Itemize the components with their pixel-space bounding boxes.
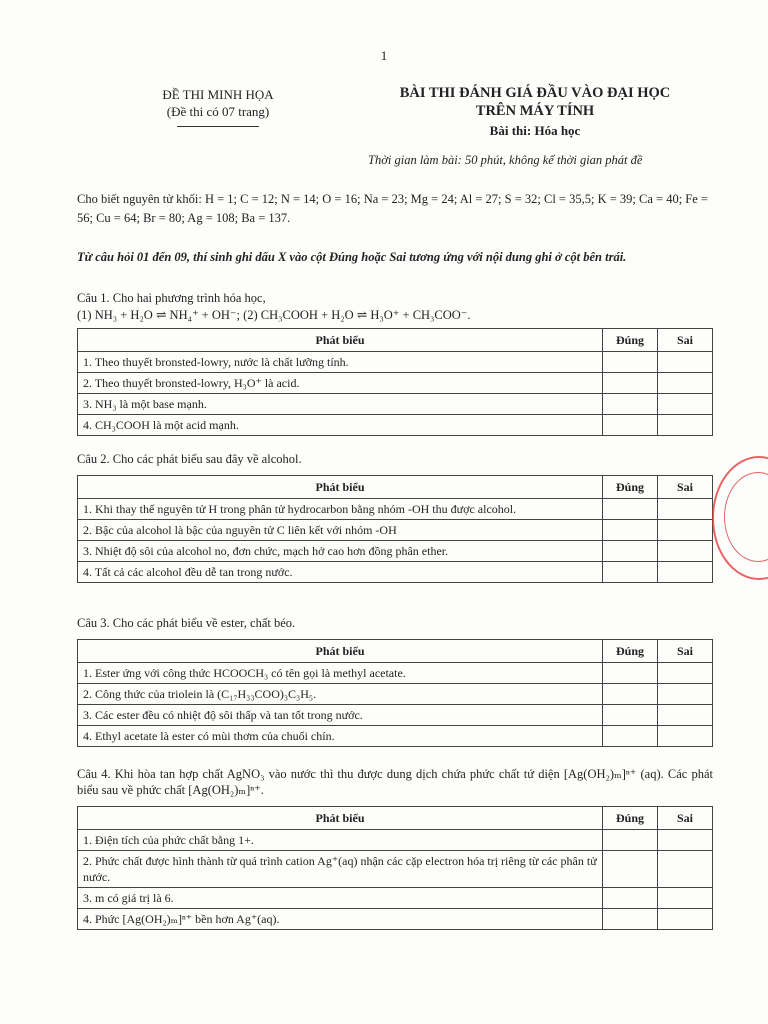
- time-note: Thời gian làm bài: 50 phút, không kể thời gian phát đề: [368, 153, 643, 167]
- answer-true-cell[interactable]: [603, 909, 658, 930]
- answer-true-cell[interactable]: [603, 415, 658, 436]
- exam-header-right: [340, 84, 730, 140]
- answer-true-cell[interactable]: [603, 520, 658, 541]
- col-true: Đúng: [603, 640, 658, 663]
- table-row: [78, 663, 713, 684]
- statement-text: 4. Tất cả các alcohol đều dễ tan trong nước.: [78, 562, 603, 583]
- answer-true-cell[interactable]: [603, 684, 658, 705]
- col-true: Đúng: [603, 329, 658, 352]
- answer-true-cell[interactable]: [603, 541, 658, 562]
- table-row: [78, 830, 713, 851]
- exam-type-title: ĐỀ THI MINH HỌA: [162, 87, 274, 102]
- statement-text: 1. Ester ứng với công thức HCOOCH₃ có tên gọi là methyl acetate.: [78, 663, 603, 684]
- question-1-table: [77, 328, 713, 436]
- statement-text: 1. Khi thay thế nguyên tử H trong phân tử hydrocarbon bằng nhóm -OH thu được alcohol.: [78, 499, 603, 520]
- answer-false-cell[interactable]: [658, 663, 713, 684]
- question-3-table: [77, 639, 713, 747]
- col-true: Đúng: [603, 807, 658, 830]
- question-2-intro: Câu 2. Cho các phát biểu sau đây về alcohol.: [77, 452, 302, 466]
- answer-true-cell[interactable]: [603, 499, 658, 520]
- answer-true-cell[interactable]: [603, 394, 658, 415]
- table-row: [78, 562, 713, 583]
- answer-true-cell[interactable]: [603, 373, 658, 394]
- page-number: 1: [380, 48, 388, 63]
- table-header-row: [78, 476, 713, 499]
- question-4-intro: Câu 4. Khi hòa tan hợp chất AgNO₃ vào nước thì thu được dung dịch chứa phức chất tứ diện [Ag(OH₂)ₘ]ⁿ⁺ (aq). Các phát biểu sau về phức chất [Ag(OH₂)ₘ]ⁿ⁺.: [77, 767, 713, 797]
- col-true: Đúng: [603, 476, 658, 499]
- answer-false-cell[interactable]: [658, 373, 713, 394]
- statement-text: 4. Ethyl acetate là ester có mùi thơm của chuối chín.: [78, 726, 603, 747]
- answer-false-cell[interactable]: [658, 909, 713, 930]
- question-1-equation: (1) NH₃ + H₂O ⇌ NH₄⁺ + OH⁻; (2) CH₃COOH + H₂O ⇌ H₃O⁺ + CH₃COO⁻.: [77, 308, 471, 322]
- table-row: [78, 851, 713, 888]
- answer-false-cell[interactable]: [658, 888, 713, 909]
- statement-text: 2. Bậc của alcohol là bậc của nguyên tử C liên kết với nhóm -OH: [78, 520, 603, 541]
- answer-true-cell[interactable]: [603, 726, 658, 747]
- header-divider: [177, 126, 259, 127]
- answer-false-cell[interactable]: [658, 520, 713, 541]
- question-1-intro: Câu 1. Cho hai phương trình hóa học,: [77, 291, 266, 305]
- answer-false-cell[interactable]: [658, 415, 713, 436]
- table-row: [78, 726, 713, 747]
- answer-true-cell[interactable]: [603, 352, 658, 373]
- statement-text: 2. Phức chất được hình thành từ quá trình cation Ag⁺(aq) nhận các cặp electron hóa trị riêng từ các phân tử nước.: [78, 851, 603, 888]
- exam-header-left: [118, 86, 318, 127]
- statement-text: 1. Theo thuyết bronsted-lowry, nước là chất lưỡng tính.: [78, 352, 603, 373]
- official-stamp: [712, 456, 768, 580]
- answer-false-cell[interactable]: [658, 541, 713, 562]
- statement-text: 4. Phức [Ag(OH₂)ₘ]ⁿ⁺ bền hơn Ag⁺(aq).: [78, 909, 603, 930]
- stamp-inner-ring: [724, 472, 768, 562]
- statement-text: 3. Các ester đều có nhiệt độ sôi thấp và tan tốt trong nước.: [78, 705, 603, 726]
- instruction: Từ câu hỏi 01 đến 09, thí sinh ghi dấu X vào cột Đúng hoặc Sai tương ứng với nội dung ghi ở cột bên trái.: [77, 250, 627, 264]
- answer-false-cell[interactable]: [658, 352, 713, 373]
- col-statement: Phát biểu: [78, 640, 603, 663]
- col-false: Sai: [658, 476, 713, 499]
- table-row: [78, 705, 713, 726]
- answer-false-cell[interactable]: [658, 851, 713, 888]
- answer-false-cell[interactable]: [658, 705, 713, 726]
- col-false: Sai: [658, 329, 713, 352]
- atomic-masses: Cho biết nguyên tử khối: H = 1; C = 12; N = 14; O = 16; Na = 23; Mg = 24; Al = 27; S = 32; Cl = 35,5; K = 39; Ca = 40; Fe = 56; Cu = 64; Br = 80; Ag = 108; Ba = 137.: [77, 192, 708, 225]
- answer-true-cell[interactable]: [603, 830, 658, 851]
- exam-title-line-1: BÀI THI ĐÁNH GIÁ ĐẦU VÀO ĐẠI HỌC: [399, 85, 671, 101]
- table-header-row: [78, 640, 713, 663]
- answer-false-cell[interactable]: [658, 562, 713, 583]
- table-header-row: [78, 329, 713, 352]
- statement-text: 2. Theo thuyết bronsted-lowry, H₃O⁺ là acid.: [78, 373, 603, 394]
- answer-true-cell[interactable]: [603, 562, 658, 583]
- table-row: [78, 373, 713, 394]
- col-statement: Phát biểu: [78, 329, 603, 352]
- page-count-note: (Đề thi có 07 trang): [166, 104, 270, 119]
- col-statement: Phát biểu: [78, 476, 603, 499]
- statement-text: 1. Điện tích của phức chất bằng 1+.: [78, 830, 603, 851]
- col-statement: Phát biểu: [78, 807, 603, 830]
- table-row: [78, 684, 713, 705]
- subject-label: Bài thi: Hóa học: [489, 123, 581, 138]
- table-row: [78, 909, 713, 930]
- table-row: [78, 541, 713, 562]
- statement-text: 2. Công thức của triolein là (C₁₇H₃₃COO)₃C₃H₅.: [78, 684, 603, 705]
- answer-false-cell[interactable]: [658, 499, 713, 520]
- answer-true-cell[interactable]: [603, 663, 658, 684]
- answer-false-cell[interactable]: [658, 726, 713, 747]
- table-row: [78, 499, 713, 520]
- table-row: [78, 394, 713, 415]
- statement-text: 3. m có giá trị là 6.: [78, 888, 603, 909]
- question-3-intro: Câu 3. Cho các phát biểu về ester, chất béo.: [77, 616, 296, 630]
- table-row: [78, 415, 713, 436]
- exam-title-line-2: TRÊN MÁY TÍNH: [475, 103, 595, 119]
- answer-false-cell[interactable]: [658, 830, 713, 851]
- question-4-table: [77, 806, 713, 930]
- table-header-row: [78, 807, 713, 830]
- statement-text: 3. Nhiệt độ sôi của alcohol no, đơn chức, mạch hở cao hơn đồng phân ether.: [78, 541, 603, 562]
- answer-true-cell[interactable]: [603, 705, 658, 726]
- table-row: [78, 888, 713, 909]
- table-row: [78, 520, 713, 541]
- table-row: [78, 352, 713, 373]
- col-false: Sai: [658, 640, 713, 663]
- answer-true-cell[interactable]: [603, 888, 658, 909]
- answer-false-cell[interactable]: [658, 684, 713, 705]
- answer-true-cell[interactable]: [603, 851, 658, 888]
- statement-text: 4. CH₃COOH là một acid mạnh.: [78, 415, 603, 436]
- statement-text: 3. NH₃ là một base mạnh.: [78, 394, 603, 415]
- answer-false-cell[interactable]: [658, 394, 713, 415]
- question-2-table: [77, 475, 713, 583]
- col-false: Sai: [658, 807, 713, 830]
